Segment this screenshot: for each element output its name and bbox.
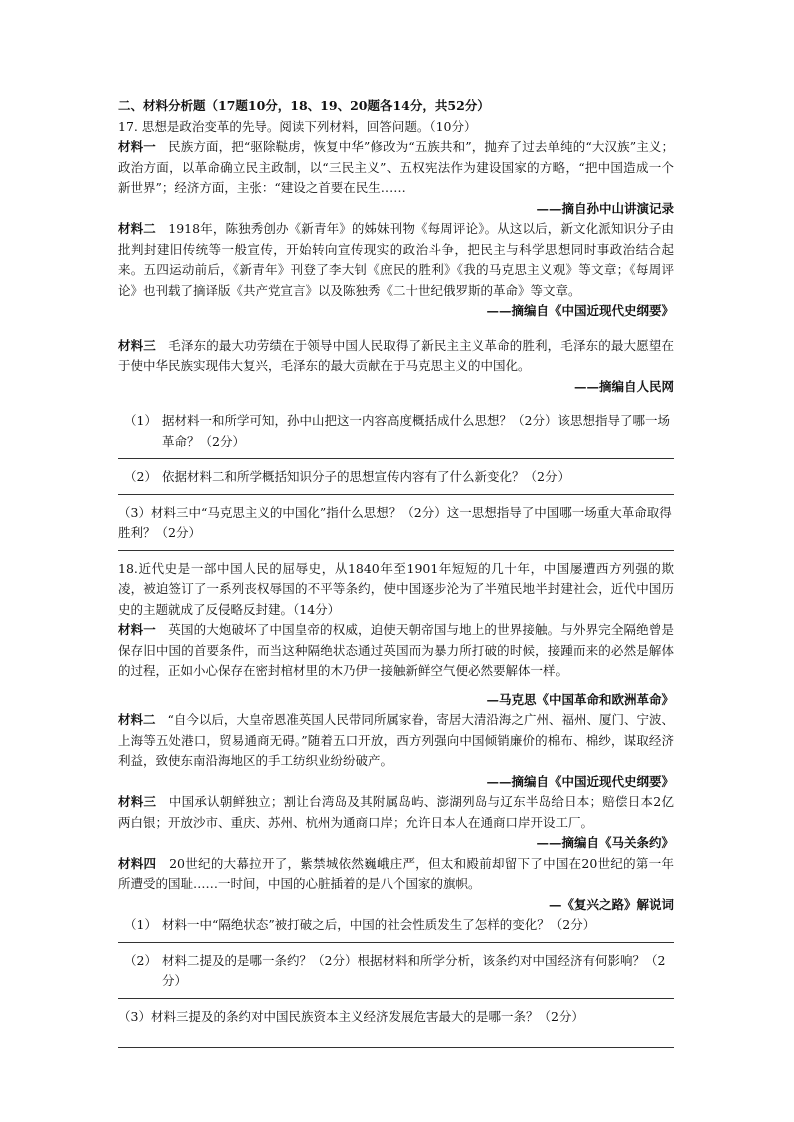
material-label: 材料三: [118, 337, 156, 353]
q18-material-4-source: —《复兴之路》解说词: [548, 896, 674, 912]
material-text: 毛泽东的最大功劳绩在于领导中国人民取得了新民主主义革命的胜利，毛泽东的最大愿望在于使中华民族实现伟大复兴，毛泽东的最大贡献在于马克思主义的中国化。: [118, 337, 674, 373]
q17-sub-3: （3）材料三中“马克思主义的中国化”指什么思想？（2分）这一思想指导了中国哪一场重大革命取得胜利？（2分）: [118, 504, 672, 540]
material-text: 英国的大炮破坏了中国皇帝的权威，迫使天朝帝国与地上的世界接触。与外界完全隔绝曾是保存旧中国的首要条件，而当这种隔绝状态通过英国而为暴力所打破的时候，接踵而来的必然是解体的过程，正如小心保存在密封棺材里的木乃伊一接触新鲜空气便必然要解体一样。: [118, 622, 674, 678]
q17-material-1: [118, 137, 674, 199]
q18-sub-1: [118, 915, 674, 936]
answer-line: [118, 550, 674, 551]
material-label: 材料二: [118, 712, 156, 727]
material-label: 材料四: [118, 855, 157, 871]
q17-intro: 17. 思想是政治变革的先导。阅读下列材料，回答问题。（10分）: [118, 118, 477, 134]
sub-text: 依据材料二和所学概括知识分子的思想宣传内容有了什么新变化？（2分）: [162, 469, 570, 484]
q18-material-1-source: —马克思《中国革命和欧洲革命》: [486, 691, 674, 707]
q18-intro: 18.近代史是一部中国人民的屈辱史，从1840年至1901年短短的几十年，中国屡遭西方列强的欺凌，被迫签订了一系列丧权辱国的不平等条约，使中国逐步沦为了半殖民地半封建社会，近代中国历史的主题就成了反侵略反封建。（14分）: [118, 560, 674, 617]
sub-number: （1）: [124, 413, 157, 428]
material-text: “自今以后，大皇帝恩准英国人民带同所属家眷，寄居大清沿海之广州、福州、厦门、宁波、上海等五处港口，贸易通商无碍。”随着五口开放，西方列强向中国倾销廉价的棉布、棉纱，谋取经济利益，致使东南沿海地区的手工纺织业纷纷破产。: [118, 712, 674, 768]
sub-text: 材料二提及的是哪一条约？（2分）根据材料和所学分析，该条约对中国经济有何影响？（2分）: [162, 952, 666, 988]
material-text: 民族方面，把“驱除鞑虏，恢复中华”修改为“五族共和”，抛弃了过去单纯的“大汉族”主义；政治方面，以革命确立民主政制，以“三民主义”、五权宪法作为建设国家的方略，“把中国造成一个新世界”；经济方面，主张：“建设之首要在民生……: [118, 139, 674, 195]
answer-line: [118, 494, 674, 495]
material-label: 材料三: [118, 794, 157, 809]
q17-material-3-source: ——摘编自人民网: [573, 378, 674, 394]
material-label: 材料一: [118, 139, 156, 154]
q17-sub-2: [118, 467, 674, 488]
sub-text: 材料一中“隔绝状态”被打破之后，中国的社会性质发生了怎样的变化？（2分）: [162, 917, 596, 932]
answer-line: [118, 942, 674, 943]
answer-line: [118, 458, 674, 459]
q18-material-2: [118, 710, 674, 772]
q18-material-1: [118, 620, 674, 682]
q17-material-2-source: ——摘编自《中国近现代史纲要》: [486, 303, 674, 318]
q17-sub-1: [118, 411, 674, 452]
material-label: 材料二: [118, 221, 156, 236]
q18-sub-2: [118, 951, 674, 992]
sub-number: （2）: [124, 469, 157, 484]
answer-line: [118, 1047, 674, 1048]
sub-text: 据材料一和所学可知，孙中山把这一内容高度概括成什么思想？（2分）该思想指导了哪一场革命？（2分）: [162, 413, 670, 449]
q17-material-2: [118, 219, 674, 301]
exam-page: [118, 96, 674, 1056]
material-label: 材料一: [118, 622, 156, 637]
q17-material-1-source: ——摘自孙中山讲演记录: [536, 200, 674, 216]
material-text: 20世纪的大幕拉开了，紫禁城依然巍峨庄严，但太和殿前却留下了中国在20世纪的第一年所遭受的国耻……一时间，中国的心脏插着的是八个国家的旗帜。: [118, 855, 674, 891]
q18-sub-3: （3）材料三提及的条约对中国民族资本主义经济发展危害最大的是哪一条？（2分）: [118, 1008, 584, 1024]
q18-material-2-source: ——摘编自《中国近现代史纲要》: [486, 773, 674, 789]
q18-material-3-source: ——摘编自《马关条约》: [536, 835, 674, 850]
q17-material-3: [118, 336, 674, 377]
section-title: 二、材料分析题（17题10分，18、19、20题各14分，共52分）: [118, 98, 490, 113]
q18-material-4: [118, 854, 674, 895]
sub-number: （1）: [124, 917, 157, 932]
q18-material-3: [118, 792, 674, 833]
material-text: 1918年，陈独秀创办《新青年》的姊妹刊物《每周评论》。从这以后，新文化派知识分子由批判封建旧传统等一般宣传，开始转向宣传现实的政治斗争，把民主与科学思想同时事政治结合起来。五四运动前后，《新青年》刊登了李大钊《庶民的胜利》《我的马克思主义观》等文章；《每周评论》也刊载了摘译版《共产党宣言》以及陈独秀《二十世纪俄罗斯的革命》等文章。: [118, 221, 674, 298]
answer-line: [118, 998, 674, 999]
material-text: 中国承认朝鲜独立；割让台湾岛及其附属岛屿、澎湖列岛与辽东半岛给日本；赔偿日本2亿两白银；开放沙市、重庆、苏州、杭州为通商口岸；允许日本人在通商口岸开设工厂。: [118, 794, 674, 830]
sub-number: （2）: [124, 952, 157, 968]
